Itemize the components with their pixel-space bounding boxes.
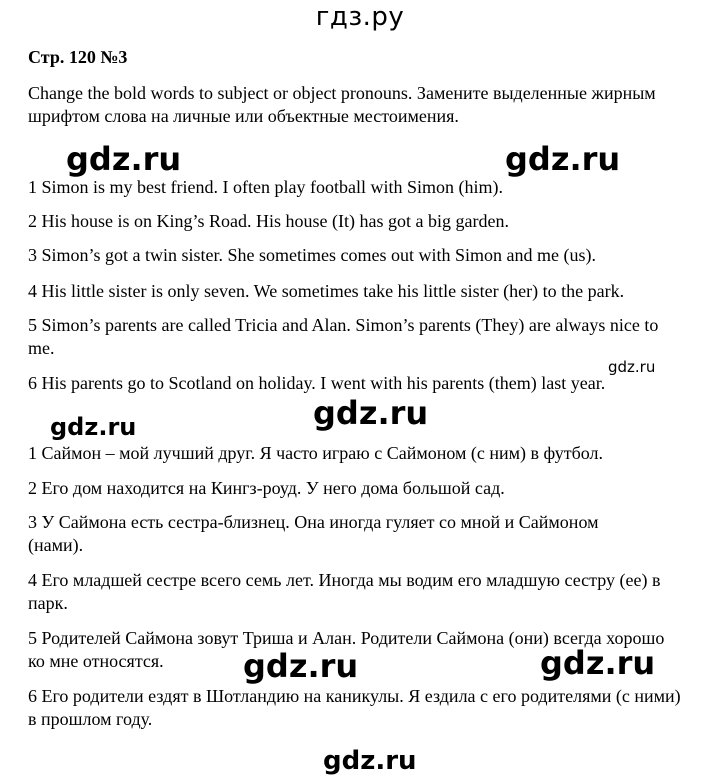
- english-answer-3: 3 Simon’s got a twin sister. She sometimes comes out with Simon and me (us).: [28, 245, 596, 265]
- watermark: gdz.ru: [540, 644, 656, 682]
- watermark: gdz.ru: [505, 140, 621, 178]
- watermark: gdz.ru: [243, 647, 359, 685]
- task-heading: Стр. 120 №3: [28, 47, 128, 67]
- russian-translation-1: 1 Саймон – мой лучший друг. Я часто играю с Саймоном (с ним) в футбол.: [28, 443, 604, 463]
- english-answer-4: 4 His little sister is only seven. We sometimes take his little sister (her) to the park.: [28, 281, 625, 301]
- english-answer-5: 5 Simon’s parents are called Tricia and Alan. Simon’s parents (They) are always nice to me.: [28, 315, 659, 358]
- russian-translation-4: 4 Его младшей сестре всего семь лет. Иногда мы водим его младшую сестру (ее) в парк.: [28, 570, 661, 613]
- site-title[interactable]: гдз.ру: [315, 2, 405, 32]
- english-answer-2: 2 His house is on King’s Road. His house (It) has got a big garden.: [28, 211, 509, 231]
- watermark: gdz.ru: [50, 413, 137, 441]
- watermark: gdz.ru: [66, 140, 182, 178]
- watermark: gdz.ru: [313, 394, 429, 432]
- russian-translation-5: 5 Родителей Саймона зовут Триша и Алан. Родители Саймона (они) всегда хорошо ко мне относятся.: [28, 628, 665, 671]
- russian-translation-6: 6 Его родители ездят в Шотландию на каникулы. Я ездила с его родителями (с ними) в прошлом году.: [28, 686, 681, 729]
- english-answer-1: 1 Simon is my best friend. I often play football with Simon (him).: [28, 177, 503, 197]
- russian-translation-2: 2 Его дом находится на Кингз-роуд. У него дома большой сад.: [28, 478, 505, 498]
- task-instruction: Change the bold words to subject or object pronouns. Замените выделенные жирным шрифтом слова на личные или объектные местоимения.: [28, 83, 656, 126]
- watermark: gdz.ru: [323, 746, 417, 776]
- russian-translation-3: 3 У Саймона есть сестра-близнец. Она иногда гуляет со мной и Саймоном (нами).: [28, 512, 599, 555]
- english-answer-6: 6 His parents go to Scotland on holiday. I went with his parents (them) last year.: [28, 373, 606, 393]
- watermark: gdz.ru: [608, 358, 656, 376]
